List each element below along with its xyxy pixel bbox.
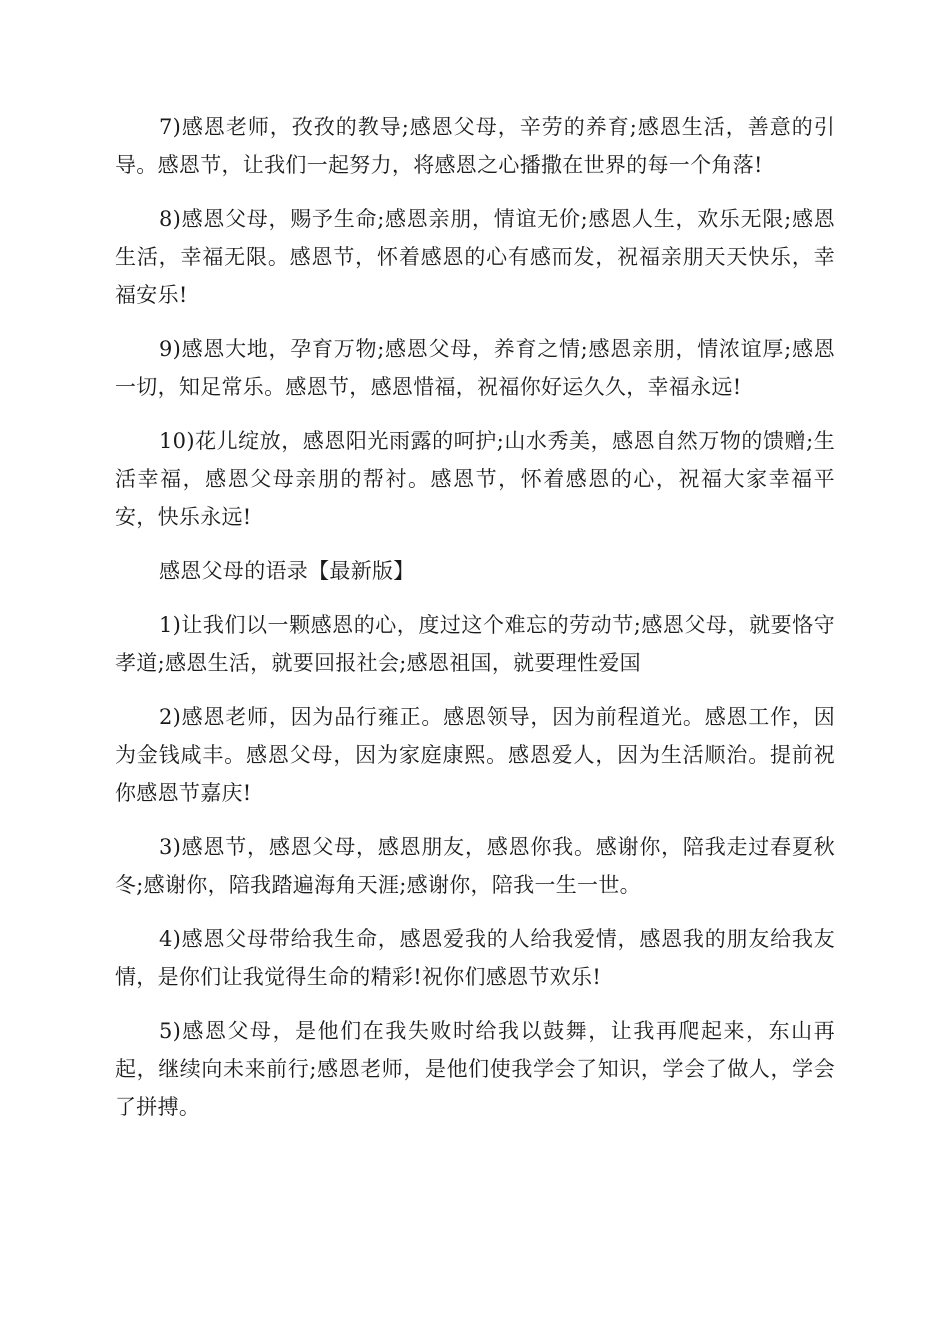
- paragraph-7: 7)感恩老师，孜孜的教导;感恩父母，辛劳的养育;感恩生活，善意的引导。感恩节，让我们一起努力，将感恩之心播撒在世界的每一个角落!: [115, 115, 835, 177]
- document-body: [115, 108, 835, 1142]
- quote-4: 4)感恩父母带给我生命，感恩爱我的人给我爱情，感恩我的朋友给我友情，是你们让我觉得生命的精彩!祝你们感恩节欢乐!: [115, 927, 835, 989]
- quote-3: 3)感恩节，感恩父母，感恩朋友，感恩你我。感谢你，陪我走过春夏秋冬;感谢你，陪我踏遍海角天涯;感谢你，陪我一生一世。: [115, 835, 835, 897]
- paragraph-8: 8)感恩父母，赐予生命;感恩亲朋，情谊无价;感恩人生，欢乐无限;感恩生活，幸福无限。感恩节，怀着感恩的心有感而发，祝福亲朋天天快乐，幸福安乐!: [115, 207, 835, 307]
- quote-2: 2)感恩老师，因为品行雍正。感恩领导，因为前程道光。感恩工作，因为金钱咸丰。感恩父母，因为家庭康熙。感恩爱人，因为生活顺治。提前祝你感恩节嘉庆!: [115, 705, 835, 805]
- paragraph-9: 9)感恩大地，孕育万物;感恩父母，养育之情;感恩亲朋，情浓谊厚;感恩一切，知足常乐。感恩节，感恩惜福，祝福你好运久久，幸福永远!: [115, 337, 835, 399]
- paragraph-10: 10)花儿绽放，感恩阳光雨露的呵护;山水秀美，感恩自然万物的馈赠;生活幸福，感恩父母亲朋的帮衬。感恩节，怀着感恩的心，祝福大家幸福平安，快乐永远!: [115, 429, 835, 529]
- section-heading: 感恩父母的语录【最新版】: [159, 559, 415, 583]
- quote-5: 5)感恩父母，是他们在我失败时给我以鼓舞，让我再爬起来，东山再起，继续向未来前行;感恩老师，是他们使我学会了知识，学会了做人，学会了拼搏。: [115, 1019, 835, 1119]
- quote-1: 1)让我们以一颗感恩的心，度过这个难忘的劳动节;感恩父母，就要恪守孝道;感恩生活，就要回报社会;感恩祖国，就要理性爱国: [115, 613, 835, 675]
